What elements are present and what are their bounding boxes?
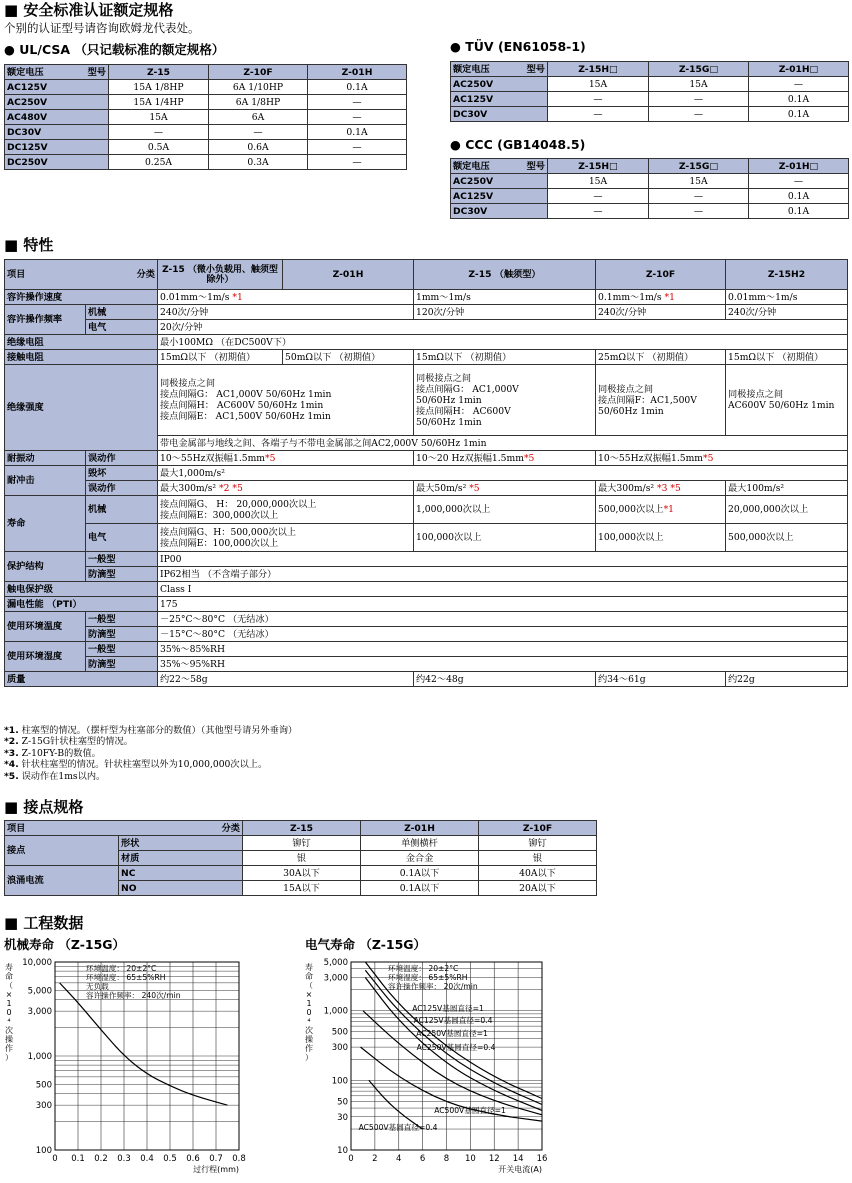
y-tick-label: 3,000 — [27, 1007, 52, 1018]
cell: — — [548, 204, 649, 219]
y-tick-label: 10,000 — [22, 958, 52, 968]
row-label: 浪涌电流 — [5, 866, 119, 896]
sub-label: 一般型 — [86, 642, 158, 657]
cell: 1mm～1m/s — [414, 290, 596, 305]
contact-head-col: Z-01H — [361, 821, 479, 836]
char-head-z01h: Z-01H — [283, 260, 414, 290]
cell-line: 接点间隔E： AC1,500V 50/60Hz 1min — [160, 411, 331, 422]
footnote-mark: *5 — [265, 452, 276, 464]
cell: 100,000次以上 — [596, 524, 726, 552]
chart-annotation: 容许操作频率： 240次/min — [86, 991, 181, 1000]
cell: 240次/分钟 — [726, 305, 848, 320]
cell: 20次/分钟 — [158, 320, 848, 335]
cell-line: 接点间隔H： AC600V — [416, 405, 511, 417]
cell: 15A — [649, 77, 749, 92]
char-head-item: 项目 — [7, 269, 26, 280]
sub-label: 防滴型 — [86, 567, 158, 582]
row-label: 寿命 — [5, 496, 86, 552]
tuv-head-voltage: 额定电压 — [453, 63, 490, 75]
cell: 0.5A — [109, 140, 209, 155]
y-axis-label: 寿命（× 1 0 ⁴ 次操作） — [5, 963, 13, 1062]
cell: 15A — [548, 174, 649, 189]
cell: 175 — [158, 597, 848, 612]
chart1-title: 机械寿命 （Z-15G） — [4, 937, 126, 952]
sub-label: 误动作 — [86, 481, 158, 496]
chart-annotation: 容许操作频率： 20次/min — [388, 982, 478, 991]
mechanical-life-chart — [0, 953, 260, 1183]
y-tick-label: 10 — [337, 1146, 348, 1156]
chart-annotation: 环境温度： 20±2°C — [86, 964, 157, 973]
x-tick-label: 0.6 — [186, 1154, 200, 1164]
cell: 带电金属部与地线之间、各端子与不带电金属部之间AC2,000V 50/60Hz 1min — [158, 436, 848, 451]
char-head-z15b: Z-15 （触须型） — [414, 260, 596, 290]
ulcsa-head-voltage: 额定电压 — [7, 66, 44, 78]
table-row — [451, 77, 849, 92]
series-line — [60, 983, 228, 1105]
cell: 最大300m/s² — [160, 482, 220, 494]
table-row — [5, 80, 407, 95]
cell-line: 同极接点之间 — [160, 378, 216, 389]
cell-line: 接点间隔G： AC1,000V — [416, 383, 519, 395]
sub-label: 防滴型 — [86, 627, 158, 642]
footnote-mark: *5 — [703, 452, 714, 464]
cell: 6A — [209, 110, 308, 125]
row-label: DC250V — [5, 155, 109, 170]
cell: — — [308, 95, 407, 110]
cell: 15A — [649, 174, 749, 189]
cell: — — [749, 174, 849, 189]
row-label: 质量 — [5, 672, 158, 687]
table-row — [451, 204, 849, 219]
tuv-head-col: Z-01H□ — [749, 62, 849, 77]
cell-line: 50/60Hz 1min — [416, 394, 482, 406]
series-label: AC500V基圆直径=1 — [434, 1106, 506, 1115]
cell: — — [649, 92, 749, 107]
tuv-head-col: Z-15G□ — [649, 62, 749, 77]
cell-line: 接点间隔G、H：500,000次以上 — [160, 526, 297, 538]
y-tick-label: 500 — [331, 1027, 348, 1038]
cell: 15mΩ以下 （初期值） — [158, 350, 283, 365]
cell-line: 接点间隔F：AC1,500V — [598, 394, 697, 406]
contact-table — [4, 820, 597, 896]
cell: 25mΩ以下 （初期值） — [596, 350, 726, 365]
cell: 240次/分钟 — [158, 305, 414, 320]
char-head-z10f: Z-10F — [596, 260, 726, 290]
sub-label: 毁坏 — [86, 466, 158, 481]
cell: 约22g — [726, 672, 848, 687]
cell: 500,000次以上 — [726, 524, 848, 552]
cell: 单侧横杆 — [361, 836, 479, 851]
cell: 最大100m/s² — [726, 481, 848, 496]
sub-label: 形状 — [119, 836, 243, 851]
sub-label: 材质 — [119, 851, 243, 866]
row-label: 使用环境湿度 — [5, 642, 86, 672]
cell: 6A 1/10HP — [209, 80, 308, 95]
chart-annotation: 环境湿度： 65±5%RH — [388, 973, 468, 982]
cell: 15mΩ以下 （初期值） — [726, 350, 848, 365]
footnote-mark: *3 — [657, 482, 668, 494]
tuv-head-model: 型号 — [526, 63, 545, 75]
characteristics-table — [4, 259, 848, 687]
x-tick-label: 8 — [443, 1154, 450, 1164]
row-label: AC250V — [451, 77, 548, 92]
cell: 6A 1/8HP — [209, 95, 308, 110]
series-label: AC125V基圆直径=0.4 — [413, 1016, 493, 1025]
cell: 10～55Hz双振幅1.5mm — [160, 452, 266, 464]
row-label: 绝缘强度 — [5, 365, 158, 451]
row-label: DC30V — [451, 204, 548, 219]
cell: 0.1A — [749, 107, 849, 122]
x-tick-label: 0.3 — [117, 1154, 131, 1164]
y-tick-label: 300 — [35, 1101, 52, 1112]
x-tick-label: 0.1 — [71, 1154, 85, 1164]
cell-line: 接点间隔E：100,000次以上 — [160, 537, 279, 549]
y-tick-label: 30 — [337, 1112, 348, 1123]
table-row — [451, 92, 849, 107]
cell: 最大300m/s² — [598, 482, 658, 494]
cell-line: 接点间隔E：300,000次以上 — [160, 509, 279, 521]
cell: — — [649, 189, 749, 204]
x-axis-label: 过行程(mm) — [193, 1165, 239, 1174]
cell: 0.1A以下 — [361, 866, 479, 881]
cell: 约22～58g — [158, 672, 414, 687]
row-label: AC125V — [451, 92, 548, 107]
footnote: *1. 柱塞型的情况。（摆杆型为柱塞部分的数值）（其他型号请另外垂询） — [4, 725, 298, 736]
row-label: DC30V — [5, 125, 109, 140]
row-label: DC30V — [451, 107, 548, 122]
x-tick-label: 14 — [512, 1154, 524, 1164]
x-tick-label: 0 — [348, 1154, 354, 1164]
cell: 0.01mm～1m/s — [726, 290, 848, 305]
cell: — — [649, 107, 749, 122]
y-tick-label: 500 — [35, 1080, 52, 1091]
row-label: DC125V — [5, 140, 109, 155]
cell-line: 同极接点之间 — [416, 372, 472, 384]
x-tick-label: 10 — [464, 1154, 476, 1164]
chart-annotation: 无负载 — [86, 982, 109, 991]
contact-head-item: 项目 — [7, 822, 26, 834]
cell: 铆钉 — [243, 836, 361, 851]
footnote-mark: *5 — [232, 482, 243, 494]
cell: — — [209, 125, 308, 140]
ulcsa-head-col: Z-15 — [109, 65, 209, 80]
x-tick-label: 4 — [396, 1154, 402, 1164]
footnote-mark: *5 — [469, 482, 480, 494]
y-tick-label: 5,000 — [323, 958, 348, 968]
cell: 20,000,000次以上 — [726, 496, 848, 524]
char-head-z15h2: Z-15H2 — [726, 260, 848, 290]
cell: 银 — [243, 851, 361, 866]
ccc-head-model: 型号 — [526, 160, 545, 172]
ccc-head-col: Z-15G□ — [649, 159, 749, 174]
table-row — [5, 125, 407, 140]
ccc-title: ● CCC (GB14048.5) — [450, 137, 586, 152]
ulcsa-head-col: Z-01H — [308, 65, 407, 80]
ulcsa-title: ● UL/CSA （只记载标准的额定规格） — [4, 42, 225, 57]
cell-line: 50/60Hz 1min — [598, 405, 664, 417]
series-line — [369, 1080, 423, 1129]
sub-label: 电气 — [86, 320, 158, 335]
sub-label: NO — [119, 881, 243, 896]
cell: 0.01mm～1m/s — [160, 291, 233, 303]
x-tick-label: 0.7 — [209, 1154, 223, 1164]
char-head-z15a: Z-15 （微小负载用、触须型除外） — [158, 260, 283, 290]
footnote: *3. Z-10FY-B的数值。 — [4, 747, 101, 759]
y-tick-label: 1,000 — [27, 1052, 52, 1062]
cell: 0.1A — [308, 125, 407, 140]
footnote-mark: *1 — [664, 291, 675, 303]
footnote: *2. Z-15G针状柱塞型的情况。 — [4, 736, 133, 748]
table-row — [451, 189, 849, 204]
cell-line: 接点间隔H： AC600V 50/60Hz 1min — [160, 400, 324, 411]
table-row — [5, 95, 407, 110]
row-label: AC250V — [451, 174, 548, 189]
cell: 15A 1/4HP — [109, 95, 209, 110]
cell: 15A 1/8HP — [109, 80, 209, 95]
x-tick-label: 0.8 — [232, 1154, 246, 1164]
cell: 最大50m/s² — [416, 482, 470, 494]
row-label: 耐冲击 — [5, 466, 86, 496]
ulcsa-table — [4, 64, 407, 170]
cell-line: 同极接点之间 — [598, 383, 654, 395]
cell: Class I — [158, 582, 848, 597]
cell: 15A — [109, 110, 209, 125]
cell: 0.3A — [209, 155, 308, 170]
footnote-mark: *5 — [670, 482, 681, 494]
tuv-table — [450, 61, 849, 122]
row-label: 绝缘电阻 — [5, 335, 158, 350]
contact-head-col: Z-10F — [479, 821, 597, 836]
tuv-title: ● TÜV (EN61058-1) — [450, 39, 586, 54]
row-label: 漏电性能 （PTI） — [5, 597, 158, 612]
footnote-mark: *5 — [523, 452, 535, 464]
cell: 银 — [479, 851, 597, 866]
row-label: 触电保护级 — [5, 582, 158, 597]
sub-label: 一般型 — [86, 612, 158, 627]
cell: 铆钉 — [479, 836, 597, 851]
ulcsa-head-model: 型号 — [87, 66, 106, 78]
cell: －25°C～80°C （无结冰） — [158, 612, 848, 627]
cell: — — [548, 107, 649, 122]
x-tick-label: 12 — [488, 1154, 500, 1164]
footnote-mark: *1 — [663, 504, 675, 515]
cell: — — [308, 155, 407, 170]
row-label: AC480V — [5, 110, 109, 125]
tuv-head-col: Z-15H□ — [548, 62, 649, 77]
cell-line: 同极接点之间 — [728, 389, 784, 400]
cell: 0.1A — [749, 189, 849, 204]
cell: 30A以下 — [243, 866, 361, 881]
contact-head-col: Z-15 — [243, 821, 361, 836]
cell: 0.1A — [308, 80, 407, 95]
footnotes — [4, 725, 297, 782]
eng-title: ■ 工程数据 — [4, 914, 84, 932]
cell-line: 50/60Hz 1min — [416, 416, 482, 428]
ccc-head-col: Z-01H□ — [749, 159, 849, 174]
sub-label: 误动作 — [86, 451, 158, 466]
ratings-note: 个别的认证型号请咨询欧姆龙代表处。 — [4, 21, 200, 35]
cell-line: 接点间隔G： AC1,000V 50/60Hz 1min — [160, 389, 332, 400]
row-label: 耐振动 — [5, 451, 86, 466]
footnote-mark: *1 — [232, 291, 243, 303]
cell: 35%～85%RH — [158, 642, 848, 657]
ulcsa-head-col: Z-10F — [209, 65, 308, 80]
cell: — — [548, 92, 649, 107]
char-head-class: 分类 — [136, 269, 155, 280]
cell: －15°C～80°C （无结冰） — [158, 627, 848, 642]
cell: 240次/分钟 — [596, 305, 726, 320]
y-tick-label: 300 — [331, 1043, 348, 1054]
x-tick-label: 0.2 — [94, 1154, 108, 1164]
cell: 最小100MΩ （在DC500V下） — [158, 335, 848, 350]
sub-label: 机械 — [86, 305, 158, 320]
row-label: 使用环境温度 — [5, 612, 86, 642]
row-label: 保护结构 — [5, 552, 86, 582]
cell: 500,000次以上 — [598, 504, 664, 515]
y-tick-label: 50 — [337, 1097, 348, 1108]
y-tick-label: 100 — [35, 1146, 52, 1156]
x-tick-label: 2 — [372, 1154, 378, 1164]
cell: 0.25A — [109, 155, 209, 170]
footnote-mark: *2 — [219, 482, 230, 494]
cell: 35%～95%RH — [158, 657, 848, 672]
row-label: AC125V — [5, 80, 109, 95]
y-axis-label: 寿命（× 1 0 ⁴ 次操作） — [305, 963, 313, 1062]
series-label: AC250V基圆直径=1 — [416, 1029, 488, 1038]
cell: — — [548, 189, 649, 204]
chart-annotation: 环境湿度： 65±5%RH — [86, 973, 166, 982]
cell: 约42～48g — [414, 672, 596, 687]
chart2-title: 电气寿命 （Z-15G） — [305, 937, 427, 952]
cell: 约34～61g — [596, 672, 726, 687]
sub-label: 一般型 — [86, 552, 158, 567]
cell: 120次/分钟 — [414, 305, 596, 320]
y-tick-label: 100 — [331, 1076, 348, 1087]
cell: — — [649, 204, 749, 219]
electrical-life-chart — [300, 953, 550, 1183]
x-tick-label: 0.5 — [163, 1154, 177, 1164]
x-axis-label: 开关电流(A) — [498, 1165, 542, 1174]
series-label: AC125V基圆直径=1 — [412, 1004, 484, 1013]
footnote: *4. 针状柱塞型的情况。针状柱塞型以外为10,000,000次以上。 — [4, 759, 268, 771]
x-tick-label: 16 — [536, 1154, 548, 1164]
cell-line: AC600V 50/60Hz 1min — [728, 400, 835, 411]
cell: 10～55Hz双振幅1.5mm — [598, 452, 704, 464]
cell: IP00 — [158, 552, 848, 567]
table-row — [451, 107, 849, 122]
cell: 金合金 — [361, 851, 479, 866]
row-label: 容许操作速度 — [5, 290, 158, 305]
cell: 1,000,000次以上 — [414, 496, 596, 524]
x-tick-label: 0 — [52, 1154, 58, 1164]
series-label: AC250V基圆直径=0.4 — [416, 1043, 496, 1052]
cell: 15mΩ以下 （初期值） — [414, 350, 596, 365]
ccc-head-col: Z-15H□ — [548, 159, 649, 174]
sub-label: 机械 — [86, 496, 158, 524]
sub-label: 防滴型 — [86, 657, 158, 672]
cell: — — [308, 140, 407, 155]
cell: 15A — [548, 77, 649, 92]
row-label: 容许操作频率 — [5, 305, 86, 335]
y-tick-label: 1,000 — [323, 1006, 348, 1017]
row-label: AC250V — [5, 95, 109, 110]
table-row — [5, 140, 407, 155]
cell: 20A以下 — [479, 881, 597, 896]
cell: — — [109, 125, 209, 140]
sub-label: 电气 — [86, 524, 158, 552]
table-row — [5, 110, 407, 125]
cell: 40A以下 — [479, 866, 597, 881]
x-tick-label: 6 — [419, 1154, 426, 1164]
contact-head-class: 分类 — [221, 822, 240, 834]
cell: 15A以下 — [243, 881, 361, 896]
cell: 0.6A — [209, 140, 308, 155]
cell: — — [749, 77, 849, 92]
cell: 10～20 Hz双振幅1.5mm — [416, 452, 524, 464]
char-title: ■ 特性 — [4, 236, 54, 254]
cell: 0.1A — [749, 92, 849, 107]
cell: 0.1A以下 — [361, 881, 479, 896]
cell: IP62相当 （不含端子部分） — [158, 567, 848, 582]
x-tick-label: 0.4 — [140, 1154, 154, 1164]
cell: 100,000次以上 — [414, 524, 596, 552]
table-row — [5, 155, 407, 170]
footnote: *5. 误动作在1ms以内。 — [4, 770, 106, 782]
row-label: AC125V — [451, 189, 548, 204]
series-label: AC500V基圆直径=0.4 — [358, 1123, 438, 1132]
sub-label: NC — [119, 866, 243, 881]
cell: 0.1A — [749, 204, 849, 219]
cell: 50mΩ以下 （初期值） — [283, 350, 414, 365]
table-row — [451, 174, 849, 189]
row-label: 接点 — [5, 836, 119, 866]
y-tick-label: 5,000 — [27, 986, 52, 997]
cell: — — [308, 110, 407, 125]
cell-line: 接点间隔G、 H： 20,000,000次以上 — [160, 498, 317, 510]
ccc-head-voltage: 额定电压 — [453, 160, 490, 172]
ccc-table — [450, 158, 849, 219]
cell: 最大1,000m/s² — [158, 466, 848, 481]
cell: 0.1mm～1m/s — [598, 291, 665, 303]
contact-title: ■ 接点规格 — [4, 798, 84, 816]
row-label: 接触电阻 — [5, 350, 158, 365]
y-tick-label: 3,000 — [323, 973, 348, 984]
chart-annotation: 环境温度： 20±2°C — [388, 964, 459, 973]
ratings-title: ■ 安全标准认证额定规格 — [4, 1, 174, 19]
